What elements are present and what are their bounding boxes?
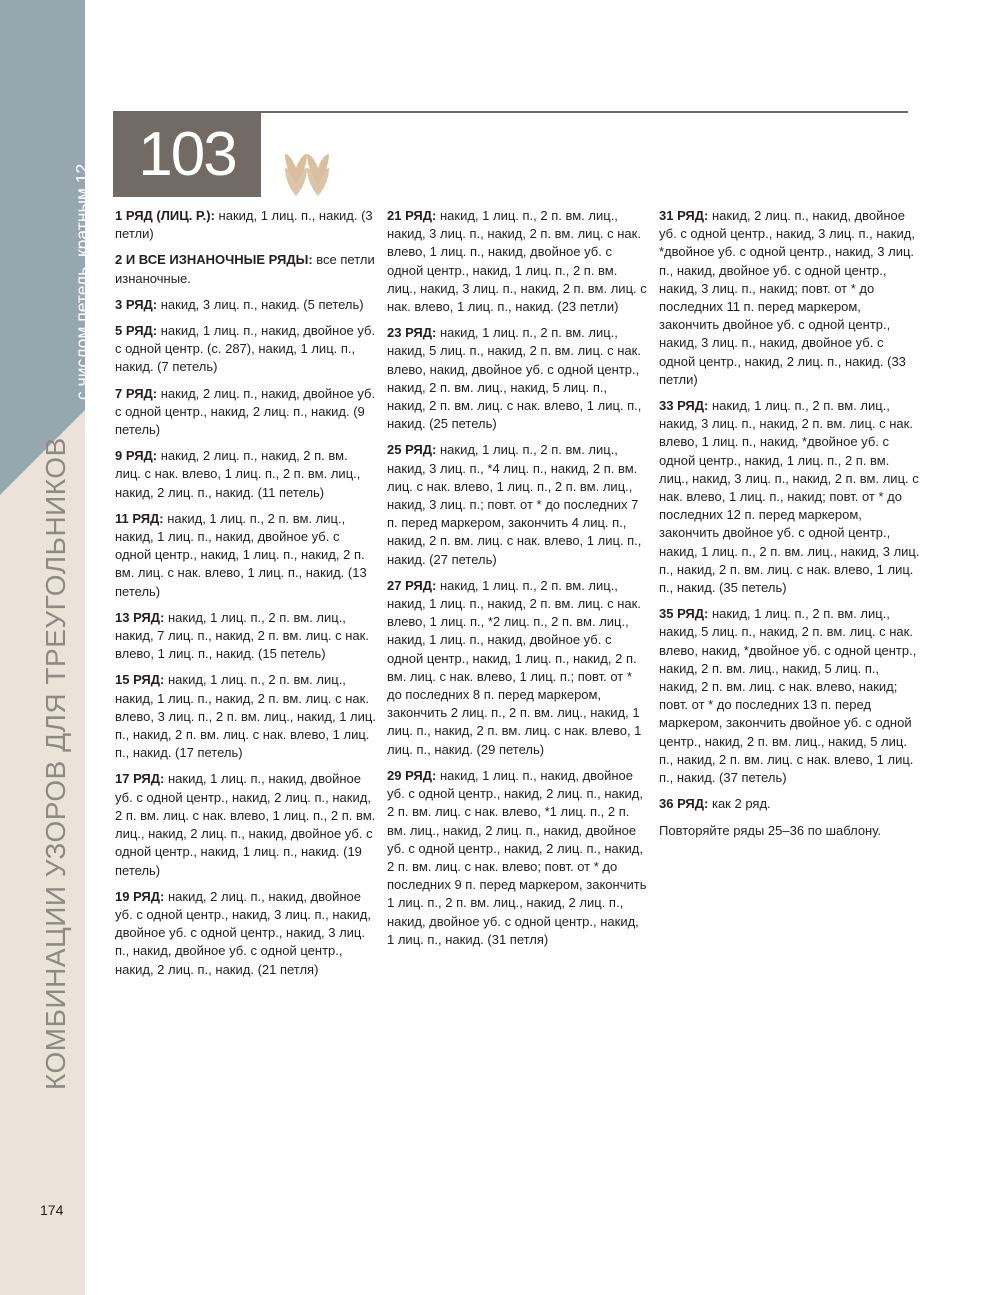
row-instruction: 2 И ВСЕ ИЗНАНОЧНЫЕ РЯДЫ: все петли изнаночные. — [115, 252, 375, 286]
sidebar-subtitle: с числом петель, кратным 12 — [72, 163, 92, 400]
sidebar-title: КОМБИНАЦИИ УЗОРОВ ДЛЯ ТРЕУГОЛЬНИКОВ — [40, 437, 71, 1090]
row-instruction: 11 РЯД: накид, 1 лиц. п., 2 п. вм. лиц., накид, 1 лиц. п., накид, двойное уб. с одной центр., накид, 1 лиц. п., накид, 2 п. вм. лиц. с нак. влево, 1 лиц. п., накид. (13 петель) — [115, 510, 367, 599]
row-instruction: 33 РЯД: накид, 1 лиц. п., 2 п. вм. лиц., накид, 3 лиц. п., накид, 2 п. вм. лиц. с нак. влево, 1 лиц. п., накид, *двойное уб. с одной центр., накид, 1 лиц. п., 2 п. вм. лиц., накид, 3 лиц. п., накид, 2 п. вм. лиц. с нак. влево, 1 лиц. п., накид; повт. от * до последних 12 п. перед маркером, закончить двойное уб. с одной центр., накид, 1 лиц. п., 2 п. вм. лиц., накид, 3 лиц. п., накид, 2 п. вм. лиц. с нак. влево, 1 лиц. п., накид. (35 петель) — [659, 398, 920, 596]
row-instruction: 35 РЯД: накид, 1 лиц. п., 2 п. вм. лиц., накид, 5 лиц. п., накид, 2 п. вм. лиц. с нак. влево, накид, *двойное уб. с одной центр., накид, 2 п. вм. лиц., накид, 5 лиц. п., накид, 2 п. вм. лиц. с нак. влево, накид; повт. от * до последних 13 п. перед маркером, закончить двойное уб. с одной центр., накид, 2 п. вм. лиц., накид, 5 лиц. п., накид, 2 п. вм. лиц. с нак. влево, 1 лиц. п., накид. (37 петель) — [659, 606, 917, 786]
row-instruction: 27 РЯД: накид, 1 лиц. п., 2 п. вм. лиц., накид, 1 лиц. п., накид, 2 п. вм. лиц. с нак. влево, 1 лиц. п., *2 лиц. п., 2 п. вм. лиц., накид, 1 лиц. п., накид, двойное уб. с одной центр., накид, 1 лиц. п., накид, 2 п. вм. лиц. с нак. влево, 1 лиц. п.; повт. от * до последних 8 п. перед маркером, закончить 2 лиц. п., 2 п. вм. лиц., накид, 1 лиц. п., накид, 2 п. вм. лиц. с нак. влево, 1 лиц. п., накид. (29 петель) — [387, 577, 642, 757]
row-instruction: 21 РЯД: накид, 1 лиц. п., 2 п. вм. лиц., накид, 3 лиц. п., накид, 2 п. вм. лиц. с нак. влево, 1 лиц. п., накид, двойное уб. с одной центр., накид, 1 лиц. п., 2 п. вм. лиц., накид, 3 лиц. п., накид, 2 п. вм. лиц. с нак. влево, 1 лиц. п., накид. (23 петли) — [387, 208, 647, 315]
row-instruction: 29 РЯД: накид, 1 лиц. п., накид, двойное уб. с одной центр., накид, 2 лиц. п., накид, 2 п. вм. лиц. с нак. влево, *1 лиц. п., 2 п. вм. лиц., накид, 2 лиц. п., накид, двойное уб. с одной центр., накид, 2 лиц. п., накид, 2 п. вм. лиц. с нак. влево; повт. от * до последних 9 п. перед маркером, закончить 1 лиц. п., 2 п. вм. лиц., накид, 2 лиц. п., накид, двойное уб. с одной центр., накид, 1 лиц. п., накид. (31 петля) — [387, 767, 647, 947]
row-instruction: 17 РЯД: накид, 1 лиц. п., накид, двойное уб. с одной центр., накид, 2 лиц. п., накид, 2 п. вм. лиц. с нак. влево, 1 лиц. п., 2 п. вм. лиц., накид, 2 лиц. п., накид, двойное уб. с одной центр., накид, 1 лиц. п., накид. (19 петель) — [115, 771, 376, 878]
row-instruction: 23 РЯД: накид, 1 лиц. п., 2 п. вм. лиц., накид, 5 лиц. п., накид, 2 п. вм. лиц. с нак. влево, накид, двойное уб. с одной центр., накид, 2 п. вм. лиц., накид, 5 лиц. п., накид, 2 п. вм. лиц. с нак. влево, 1 лиц. п., накид. (25 петель) — [387, 325, 642, 432]
row-instruction: 7 РЯД: накид, 2 лиц. п., накид, двойное уб. с одной центр., накид, 2 лиц. п., накид. (9 петель) — [115, 385, 376, 438]
page-number: 174 — [40, 1202, 64, 1218]
row-instruction: 31 РЯД: накид, 2 лиц. п., накид, двойное уб. с одной центр., накид, 3 лиц. п., накид, *двойное уб. с одной центр., накид, 3 лиц. п., накид, двойное уб. с одной центр., накид, 3 лиц. п., накид; повт. от * до последних 11 п. перед маркером, закончить двойное уб. с одной центр., накид, 3 лиц. п., накид, двойное уб. с одной центр., накид, 2 лиц. п., накид. (33 петли) — [659, 208, 915, 387]
pattern-number-box — [113, 113, 261, 197]
row-instruction: 25 РЯД: накид, 1 лиц. п., 2 п. вм. лиц., накид, 3 лиц. п., *4 лиц. п., накид, 2 п. вм. лиц. с нак. влево, 1 лиц. п., 2 п. вм. лиц., накид, 3 лиц. п.; повт. от * до последних 7 п. перед маркером, закончить 4 лиц. п., накид, 2 п. вм. лиц. с нак. влево, 1 лиц. п., накид. (27 петель) — [387, 442, 642, 567]
row-instruction: 5 РЯД: накид, 1 лиц. п., накид, двойное уб. с одной центр. (с. 287), накид, 1 лиц. п., накид. (7 петель) — [115, 323, 376, 375]
instructions-column-2 — [387, 207, 649, 957]
row-instruction: 1 РЯД (ЛИЦ. Р.): накид, 1 лиц. п., накид. (3 петли) — [115, 208, 373, 242]
repeat-note: Повторяйте ряды 25–36 по шаблону. — [659, 822, 882, 838]
row-instruction: 19 РЯД: накид, 2 лиц. п., накид, двойное уб. с одной центр., накид, 3 лиц. п., накид, двойное уб. с одной центр., накид, 3 лиц. п., накид, двойное уб. с одной центр., накид, 2 лиц. п., накид. (21 петля) — [115, 888, 371, 977]
instructions-column-1 — [115, 207, 377, 987]
instructions-column-3 — [659, 207, 921, 848]
row-instruction: 9 РЯД: накид, 2 лиц. п., накид, 2 п. вм. лиц. с нак. влево, 1 лиц. п., 2 п. вм. лиц., накид, 2 лиц. п., накид. (11 петель) — [115, 448, 361, 500]
row-instruction: 3 РЯД: накид, 3 лиц. п., накид. (5 петель) — [115, 296, 364, 312]
pattern-number: 103 — [138, 120, 236, 189]
row-instruction: 13 РЯД: накид, 1 лиц. п., 2 п. вм. лиц., накид, 7 лиц. п., накид, 2 п. вм. лиц. с нак. влево, 1 лиц. п., накид. (15 петель) — [115, 609, 369, 662]
row-instruction: 15 РЯД: накид, 1 лиц. п., 2 п. вм. лиц., накид, 1 лиц. п., накид, 2 п. вм. лиц. с нак. влево, 3 лиц. п., 2 п. вм. лиц., накид, 1 лиц. п., накид, 2 п. вм. лиц. с нак. влево, 1 лиц. п., накид. (17 петель) — [115, 672, 376, 761]
row-instruction: 36 РЯД: как 2 ряд. — [659, 796, 771, 812]
knit-stitch-motif-icon — [283, 154, 341, 196]
